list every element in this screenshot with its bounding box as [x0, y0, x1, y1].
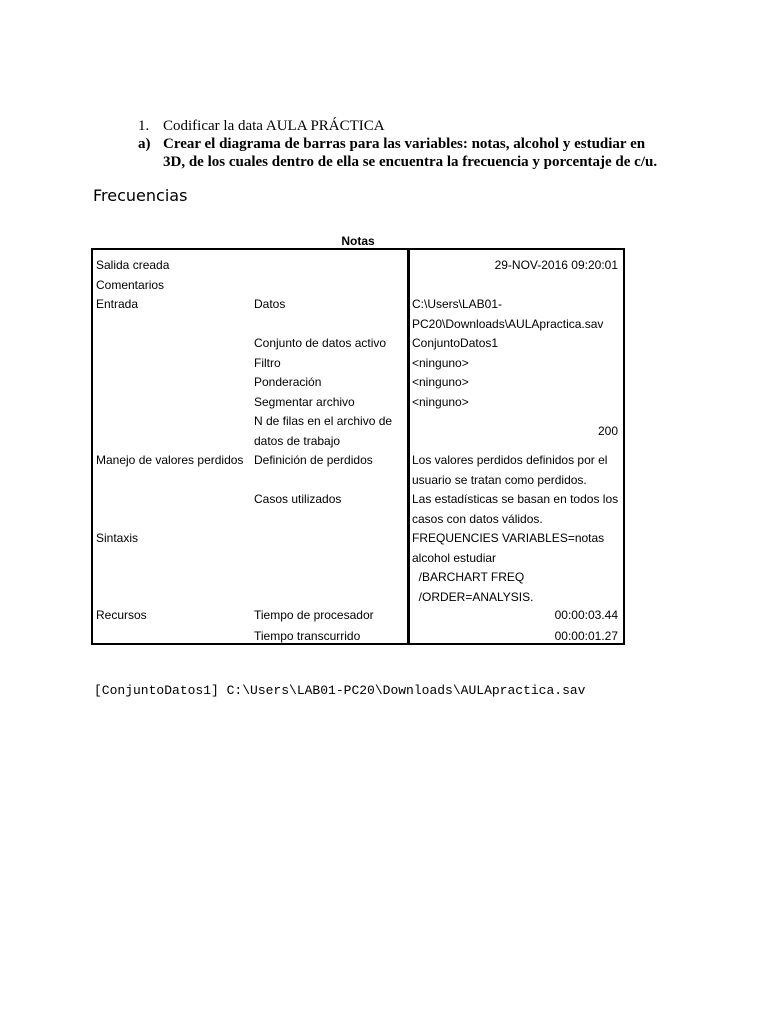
- row-sublabel-casos: Casos utilizados: [254, 492, 342, 506]
- row-label-recursos: Recursos: [96, 608, 147, 622]
- row-label-comentarios: Comentarios: [96, 277, 165, 292]
- row-value-definicion-line-2: usuario se tratan como perdidos.: [412, 472, 587, 487]
- row-value-filtro: <ninguno>: [412, 355, 469, 370]
- instruction-item-1: [138, 117, 698, 135]
- row-sublabel-transcurrido: Tiempo transcurrido: [254, 629, 361, 643]
- row-value-salida: 29-NOV-2016 09:20:01: [494, 258, 618, 272]
- row-value-ponderacion: <ninguno>: [412, 375, 469, 389]
- instruction-item-a: [138, 135, 698, 171]
- instruction-list: [138, 117, 698, 171]
- row-sublabel-nfilas-line-1: N de filas en el archivo de: [254, 414, 393, 428]
- table-title: Notas: [341, 234, 375, 248]
- dataset-command: [ConjuntoDatos1] C:\Users\LAB01-PC20\Downloads\AULApractica.sav: [94, 683, 586, 698]
- row-value-sintaxis-line-1: FREQUENCIES VARIABLES=notas: [412, 531, 605, 545]
- row-value-nfilas: 200: [597, 424, 618, 438]
- row-sublabel-segmentar: Segmentar archivo: [254, 394, 355, 409]
- row-sublabel-procesador: Tiempo de procesador: [254, 608, 374, 622]
- instruction-text-line-1: Crear el diagrama de barras para las variables: notas, alcohol y estudiar en: [163, 136, 646, 152]
- column-divider: [407, 250, 410, 643]
- instruction-text-line-2: 3D, de los cuales dentro de ella se encuentra la frecuencia y porcentaje de c/u.: [163, 154, 658, 170]
- row-value-sintaxis-line-2: alcohol estudiar: [412, 550, 497, 565]
- row-label-manejo: Manejo de valores perdidos: [96, 453, 244, 467]
- row-value-datos-line-2: PC20\Downloads\AULApractica.sav: [412, 316, 604, 331]
- row-value-definicion-line-1: Los valores perdidos definidos por el: [412, 453, 608, 467]
- row-value-segmentar: <ninguno>: [412, 394, 469, 409]
- row-value-procesador: 00:00:03.44: [554, 608, 618, 622]
- row-sublabel-datos: Datos: [254, 297, 286, 311]
- row-value-sintaxis-line-4: /ORDER=ANALYSIS.: [412, 589, 534, 604]
- row-value-casos-line-1: Las estadísticas se basan en todos los: [412, 492, 619, 506]
- row-value-sintaxis-line-3: /BARCHART FREQ: [412, 570, 525, 584]
- row-sublabel-filtro: Filtro: [254, 355, 281, 370]
- notes-table: [91, 248, 625, 645]
- row-label-entrada: Entrada: [96, 297, 139, 311]
- row-sublabel-conjunto: Conjunto de datos activo: [254, 336, 387, 350]
- row-value-transcurrido: 00:00:01.27: [554, 629, 618, 643]
- row-sublabel-nfilas-line-2: datos de trabajo: [254, 433, 341, 448]
- instruction-text: Codificar la data AULA PRÁCTICA: [163, 118, 385, 134]
- list-marker: a): [138, 136, 151, 152]
- section-heading: Frecuencias: [93, 186, 188, 205]
- row-sublabel-definicion: Definición de perdidos: [254, 453, 373, 467]
- row-value-casos-line-2: casos con datos válidos.: [412, 511, 543, 526]
- row-label-salida: Salida creada: [96, 258, 170, 272]
- row-value-conjunto: ConjuntoDatos1: [412, 336, 499, 350]
- list-marker: 1.: [138, 118, 150, 134]
- row-sublabel-ponderacion: Ponderación: [254, 375, 322, 389]
- row-value-datos-line-1: C:\Users\LAB01-: [412, 297, 503, 311]
- row-label-sintaxis: Sintaxis: [96, 531, 139, 545]
